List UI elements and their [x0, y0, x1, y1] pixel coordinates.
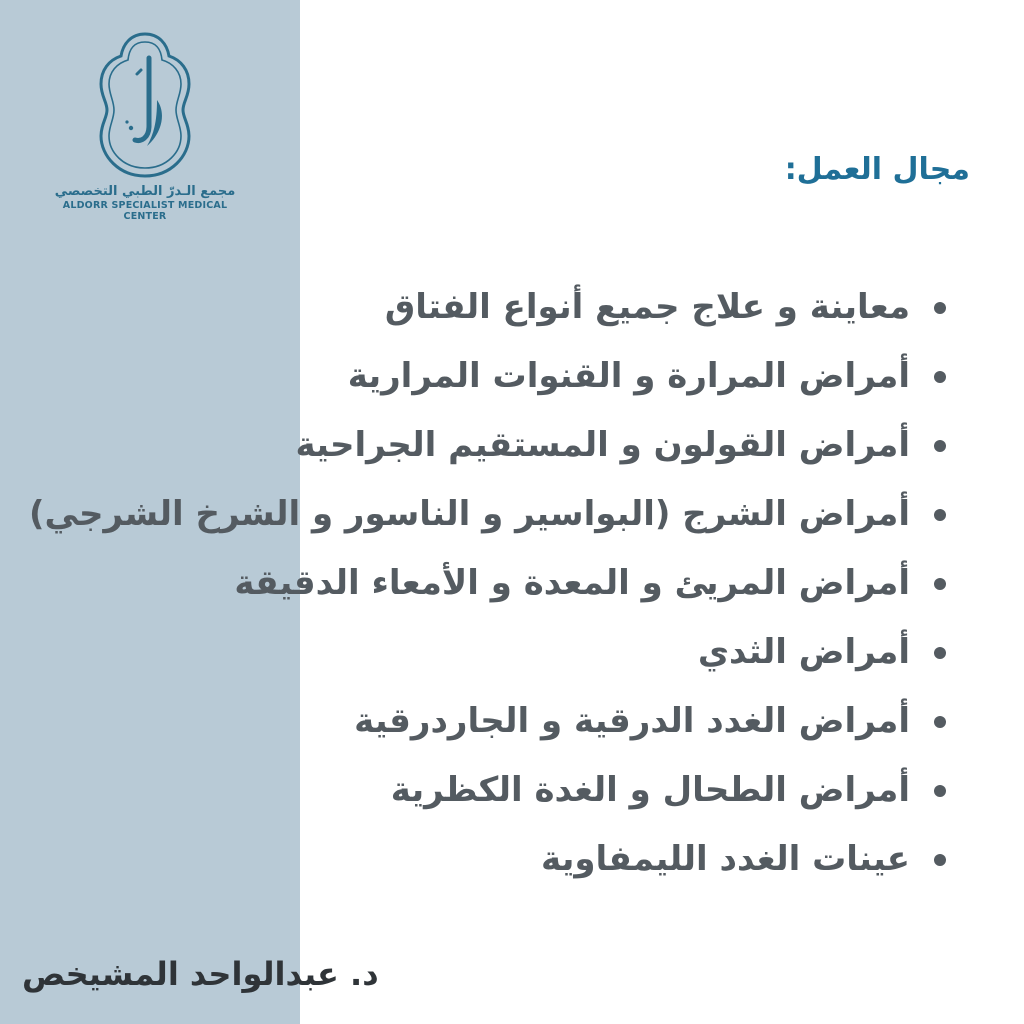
list-item: أمراض الشرج (البواسير و الناسور و الشرخ الشرجي)	[29, 489, 946, 558]
list-item: أمراض الغدد الدرقية و الجاردرقية	[29, 696, 946, 765]
list-item: أمراض الطحال و الغدة الكظرية	[29, 765, 946, 834]
section-heading: مجال العمل:	[784, 152, 970, 187]
list-item: أمراض القولون و المستقيم الجراحية	[29, 420, 946, 489]
logo-emblem-icon	[97, 30, 193, 180]
list-item: عينات الغدد الليمفاوية	[29, 834, 946, 903]
list-item: معاينة و علاج جميع أنواع الفتاق	[29, 282, 946, 351]
services-list	[29, 282, 946, 903]
list-item: أمراض المرارة و القنوات المرارية	[29, 351, 946, 420]
list-item: أمراض الثدي	[29, 627, 946, 696]
doctor-name: د. عبدالواحد المشيخص	[22, 955, 379, 993]
list-item: أمراض المريئ و المعدة و الأمعاء الدقيقة	[29, 558, 946, 627]
brand-name-arabic: مجمع الـدرّ الطبي التخصصي	[54, 184, 236, 199]
brand-name-english: ALDORR SPECIALIST MEDICAL CENTER	[62, 200, 228, 222]
logo	[40, 30, 250, 230]
